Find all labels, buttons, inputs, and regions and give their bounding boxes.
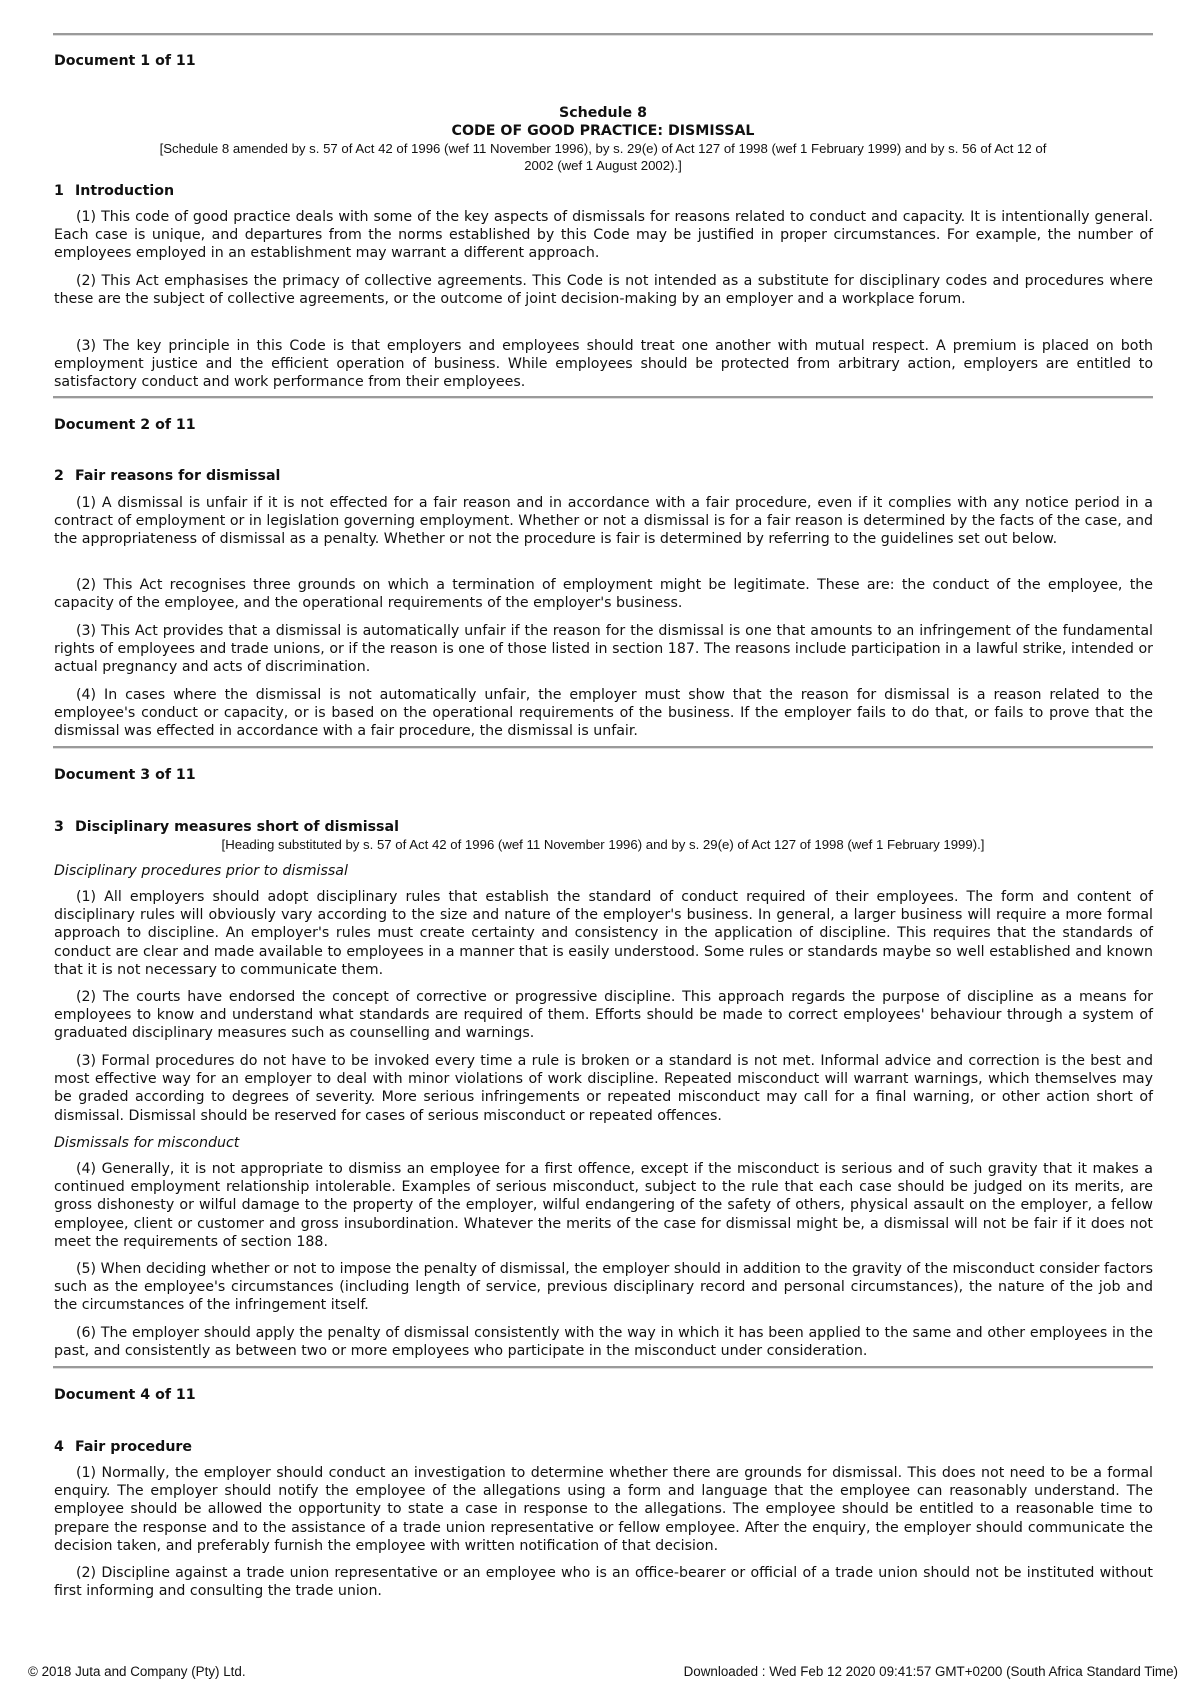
amendment-note (53, 140, 1153, 174)
document-separator (53, 396, 1153, 399)
paragraph: (3) The key principle in this Code is that employers and employees should treat one another with mutual respect. A premium is placed on both employment justice and the efficient operation of business. While employees should be protected from arbitrary action, employers are entitled to satisfactory conduct and work performance from their employees. (54, 338, 1153, 391)
section-title: Disciplinary measures short of dismissal (75, 819, 399, 835)
paragraph: (4) In cases where the dismissal is not automatically unfair, the employer must show that the reason for dismissal is a reason related to the employee's conduct or capacity, or is based on the operational requirements of the business. If the employer fails to do that, or fails to prove that the dismissal was effected in accordance with a fair procedure, the dismissal is unfair. (54, 687, 1153, 740)
paragraph: (1) A dismissal is unfair if it is not effected for a fair reason and in accordance with a fair procedure, even if it complies with any notice period in a contract of employment or in legislation governing employment. Whether or not a dismissal is for a fair reason is determined by the facts of the case, and the appropriateness of dismissal as a penalty. Whether or not the procedure is fair is determined by referring to the guidelines set out below. (54, 495, 1153, 548)
paragraph: (1) All employers should adopt disciplinary rules that establish the standard of conduct required of their employees. The form and content of disciplinary rules will obviously vary according to the size and nature of the employer's business. In general, a larger business will require a more formal approach to discipline. An employer's rules must create certainty and consistency in the application of discipline. This requires that the standards of conduct are clear and made available to employees in a manner that is easily understood. Some rules or standards maybe so well established and known that it is not necessary to communicate them. (54, 889, 1153, 978)
subheading: Disciplinary procedures prior to dismissal (54, 863, 348, 879)
section-number: 4 (54, 1439, 64, 1455)
footer-download-timestamp: Downloaded : Wed Feb 12 2020 09:41:57 GMT+0200 (South Africa Standard Time) (683, 1664, 1178, 1679)
paragraph: (3) Formal procedures do not have to be invoked every time a rule is broken or a standard is not met. Informal advice and correction is the best and most effective way for an employer to deal with minor violations of work discipline. Repeated misconduct will warrant warnings, which themselves may be graded according to degrees of severity. More serious infringements or repeated misconduct may call for a final warning, or other action short of dismissal. Dismissal should be reserved for cases of serious misconduct or repeated offences. (54, 1053, 1153, 1124)
document-separator (53, 1366, 1153, 1369)
section-title: Fair procedure (75, 1439, 193, 1455)
footer-copyright: © 2018 Juta and Company (Pty) Ltd. (28, 1664, 246, 1679)
paragraph: (2) The courts have endorsed the concept of corrective or progressive discipline. This approach regards the purpose of discipline as a means for employees to know and understand what standards are required of them. Efforts should be made to correct employees' behaviour through a system of graduated disciplinary measures such as counselling and warnings. (54, 989, 1153, 1042)
document-label: Document 3 of 11 (54, 767, 196, 783)
document-label: Document 4 of 11 (54, 1387, 196, 1403)
section-number: 1 (54, 183, 64, 199)
paragraph: (1) This code of good practice deals with some of the key aspects of dismissals for reasons related to conduct and capacity. It is intentionally general. Each case is unique, and departures from the norms established by this Code may be justified in proper circumstances. For example, the number of employees employed in an establishment may warrant a different approach. (54, 209, 1153, 262)
section-heading (54, 1438, 192, 1456)
subheading: Dismissals for misconduct (54, 1135, 240, 1151)
paragraph: (5) When deciding whether or not to impose the penalty of dismissal, the employer should in addition to the gravity of the misconduct consider factors such as the employee's circumstances (including length of service, previous disciplinary record and personal circumstances), the nature of the job and the circumstances of the infringement itself. (54, 1261, 1153, 1314)
section-number: 3 (54, 819, 64, 835)
top-rule (53, 33, 1153, 36)
schedule-title: CODE OF GOOD PRACTICE: DISMISSAL (451, 123, 755, 139)
paragraph: (2) This Act recognises three grounds on which a termination of employment might be legitimate. These are: the conduct of the employee, the capacity of the employee, and the operational requirements of the employer's business. (54, 577, 1153, 612)
schedule-number: Schedule 8 (559, 105, 647, 121)
amendment-note-line: 2002 (wef 1 August 2002).] (524, 158, 682, 173)
paragraph: (3) This Act provides that a dismissal is automatically unfair if the reason for the dismissal is one that amounts to an infringement of the fundamental rights of employees and trade unions, or if the reason is one of those listed in section 187. The reasons include participation in a lawful strike, intended or actual pregnancy and acts of discrimination. (54, 623, 1153, 676)
section-title: Introduction (75, 183, 175, 199)
paragraph: (2) This Act emphasises the primacy of collective agreements. This Code is not intended as a substitute for disciplinary codes and procedures where these are the subject of collective agreements, or the outcome of joint decision-making by an employer and a workplace forum. (54, 273, 1153, 308)
document-label: Document 1 of 11 (54, 53, 196, 69)
amendment-note: [Heading substituted by s. 57 of Act 42 of 1996 (wef 11 November 1996) and by s. 29(e) of Act 127 of 1998 (wef 1 February 1999).] (221, 837, 985, 852)
section-heading (54, 818, 399, 836)
section-heading (54, 182, 174, 200)
paragraph: (2) Discipline against a trade union representative or an employee who is an office-bearer or official of a trade union should not be instituted without first informing and consulting the trade union. (54, 1565, 1153, 1600)
paragraph: (6) The employer should apply the penalty of dismissal consistently with the way in which it has been applied to the same and other employees in the past, and consistently as between two or more employees who participate in the misconduct under consideration. (54, 1325, 1153, 1360)
amendment-note-line: [Schedule 8 amended by s. 57 of Act 42 of 1996 (wef 11 November 1996), by s. 29(e) of Act 127 of 1998 (wef 1 February 1999) and by s. 56 of Act 12 of (159, 141, 1047, 156)
paragraph: (1) Normally, the employer should conduct an investigation to determine whether there are grounds for dismissal. This does not need to be a formal enquiry. The employer should notify the employee of the allegations using a form and language that the employee can reasonably understand. The employee should be allowed the opportunity to state a case in response to the allegations. The employee should be entitled to a reasonable time to prepare the response and to the assistance of a trade union representative or fellow employee. After the enquiry, the employer should communicate the decision taken, and preferably furnish the employee with written notification of that decision. (54, 1465, 1153, 1554)
paragraph: (4) Generally, it is not appropriate to dismiss an employee for a first offence, except if the misconduct is serious and of such gravity that it makes a continued employment relationship intolerable. Examples of serious misconduct, subject to the rule that each case should be judged on its merits, are gross dishonesty or wilful damage to the property of the employer, wilful endangering of the safety of others, physical assault on the employer, a fellow employee, client or customer and gross insubordination. Whatever the merits of the case for dismissal might be, a dismissal will not be fair if it does not meet the requirements of section 188. (54, 1161, 1153, 1250)
section-number: 2 (54, 468, 64, 484)
document-label: Document 2 of 11 (54, 417, 196, 433)
section-title: Fair reasons for dismissal (75, 468, 281, 484)
document-separator (53, 746, 1153, 749)
section-heading (54, 467, 280, 485)
